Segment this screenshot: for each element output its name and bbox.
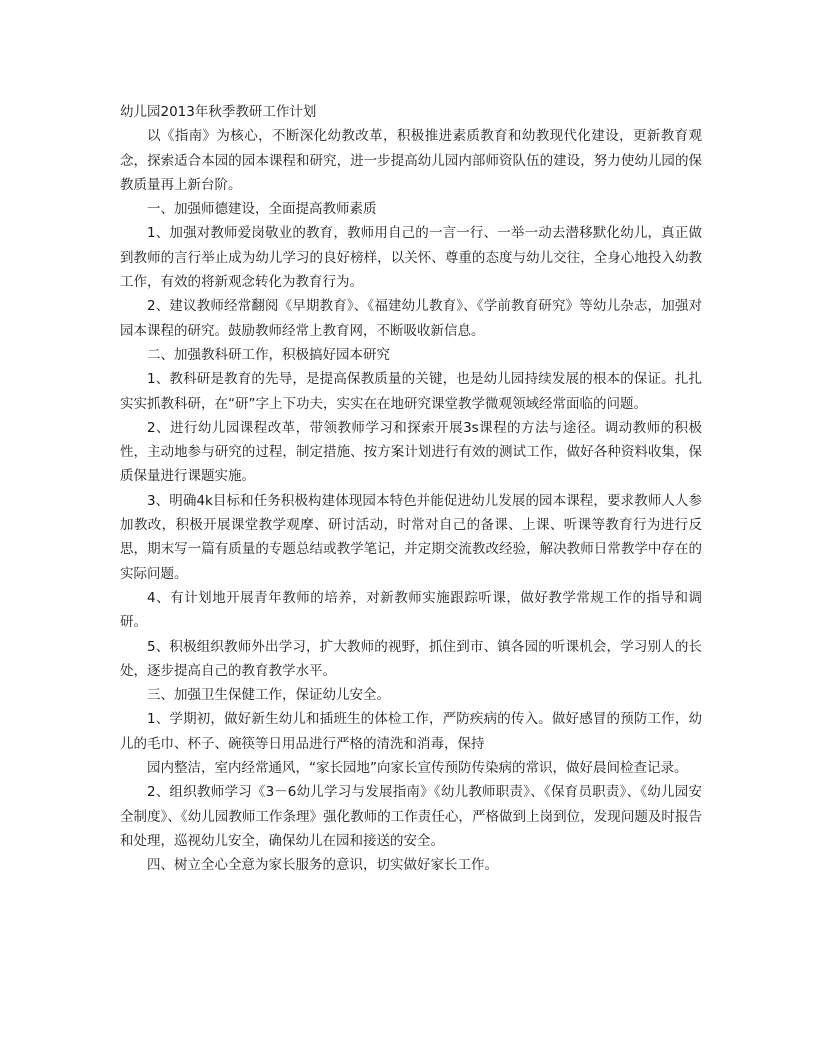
paragraph-3-2: 2、组织教师学习《3－6幼儿学习与发展指南》《幼儿教师职责》、《保育员职责》、《幼儿园安全制度》、《幼儿园教师工作条理》强化教师的工作责任心，严格做到上岗到位，发现问题及时报告和处理，巡视幼儿安全，确保幼儿在园和接送的安全。 xyxy=(120,784,702,849)
section-heading-3: 三、加强卫生保健工作，保证幼儿安全。 xyxy=(147,687,390,704)
paragraph-2-4: 4、有计划地开展青年教师的培养，对新教师实施跟踪听课，做好教学常规工作的指导和调研。 xyxy=(120,589,702,631)
paragraph-3-1: 1、学期初，做好新生幼儿和插班生的体检工作，严防疾病的传入。做好感冒的预防工作，幼儿的毛巾、杯子、碗筷等日用品进行严格的清洗和消毒，保持 xyxy=(120,711,702,752)
paragraph-2-2: 2、进行幼儿园课程改革，带领教师学习和探索开展3s课程的方法与途径。调动教师的积极性，主动地参与研究的过程，制定措施、按方案计划进行有效的测试工作，做好各种资料收集，保质保量进行课题实施。 xyxy=(120,419,702,485)
document-title: 幼儿园2013年秋季教研工作计划 xyxy=(120,104,317,120)
paragraph-1-2: 2、建议教师经常翻阅《早期教育》、《福建幼儿教育》、《学前教育研究》等幼儿杂志，加强对园本课程的研究。鼓励教师经常上教育网，不断吸收新信息。 xyxy=(120,298,702,339)
paragraph-3-1-continued: 园内整洁，室内经常通风，“家长园地”向家长宣传预防传染病的常识，做好晨间检查记录。 xyxy=(147,760,688,777)
section-heading-4: 四、树立全心全意为家长服务的意识，切实做好家长工作。 xyxy=(147,857,498,874)
paragraph-intro: 以《指南》为核心，不断深化幼教改革，积极推进素质教育和幼教现代化建设，更新教育观念，探索适合本园的园本课程和研究，进一步提高幼儿园内部师资队伍的建设，努力使幼儿园的保教质量再上新台阶。 xyxy=(120,128,702,193)
section-heading-2: 二、加强教科研工作，积极搞好园本研究 xyxy=(147,346,390,363)
paragraph-2-1: 1、教科研是教育的先导，是提高保教质量的关键，也是幼儿园持续发展的根本的保证。扎扎实实抓教科研，在“研”字上下功夫，实实在在地研究课堂教学微观领域经常面临的问题。 xyxy=(120,371,702,412)
paragraph-2-3: 3、明确4k目标和任务积极构建体现园本特色并能促进幼儿发展的园本课程，要求教师人人参加教改，积极开展课堂教学观摩、研讨活动，时常对自己的备课、上课、听课等教育行为进行反思，期末写一篇有质量的专题总结或教学笔记，并定期交流教改经验，解决教师日常教学中存在的实际问题。 xyxy=(120,492,702,582)
paragraph-2-5: 5、积极组织教师外出学习，扩大教师的视野，抓住到市、镇各园的听课机会，学习别人的长处，逐步提高自己的教育教学水平。 xyxy=(120,638,702,679)
document-page xyxy=(120,100,702,878)
section-heading-1: 一、加强师德建设，全面提高教师素质 xyxy=(147,201,377,218)
paragraph-1-1: 1、加强对教师爱岗敬业的教育，教师用自己的一言一行、一举一动去潜移默化幼儿，真正做到教师的言行举止成为幼儿学习的良好榜样，以关怀、尊重的态度与幼儿交往，全身心地投入幼教工作，有效的将新观念转化为教育行为。 xyxy=(120,225,702,291)
